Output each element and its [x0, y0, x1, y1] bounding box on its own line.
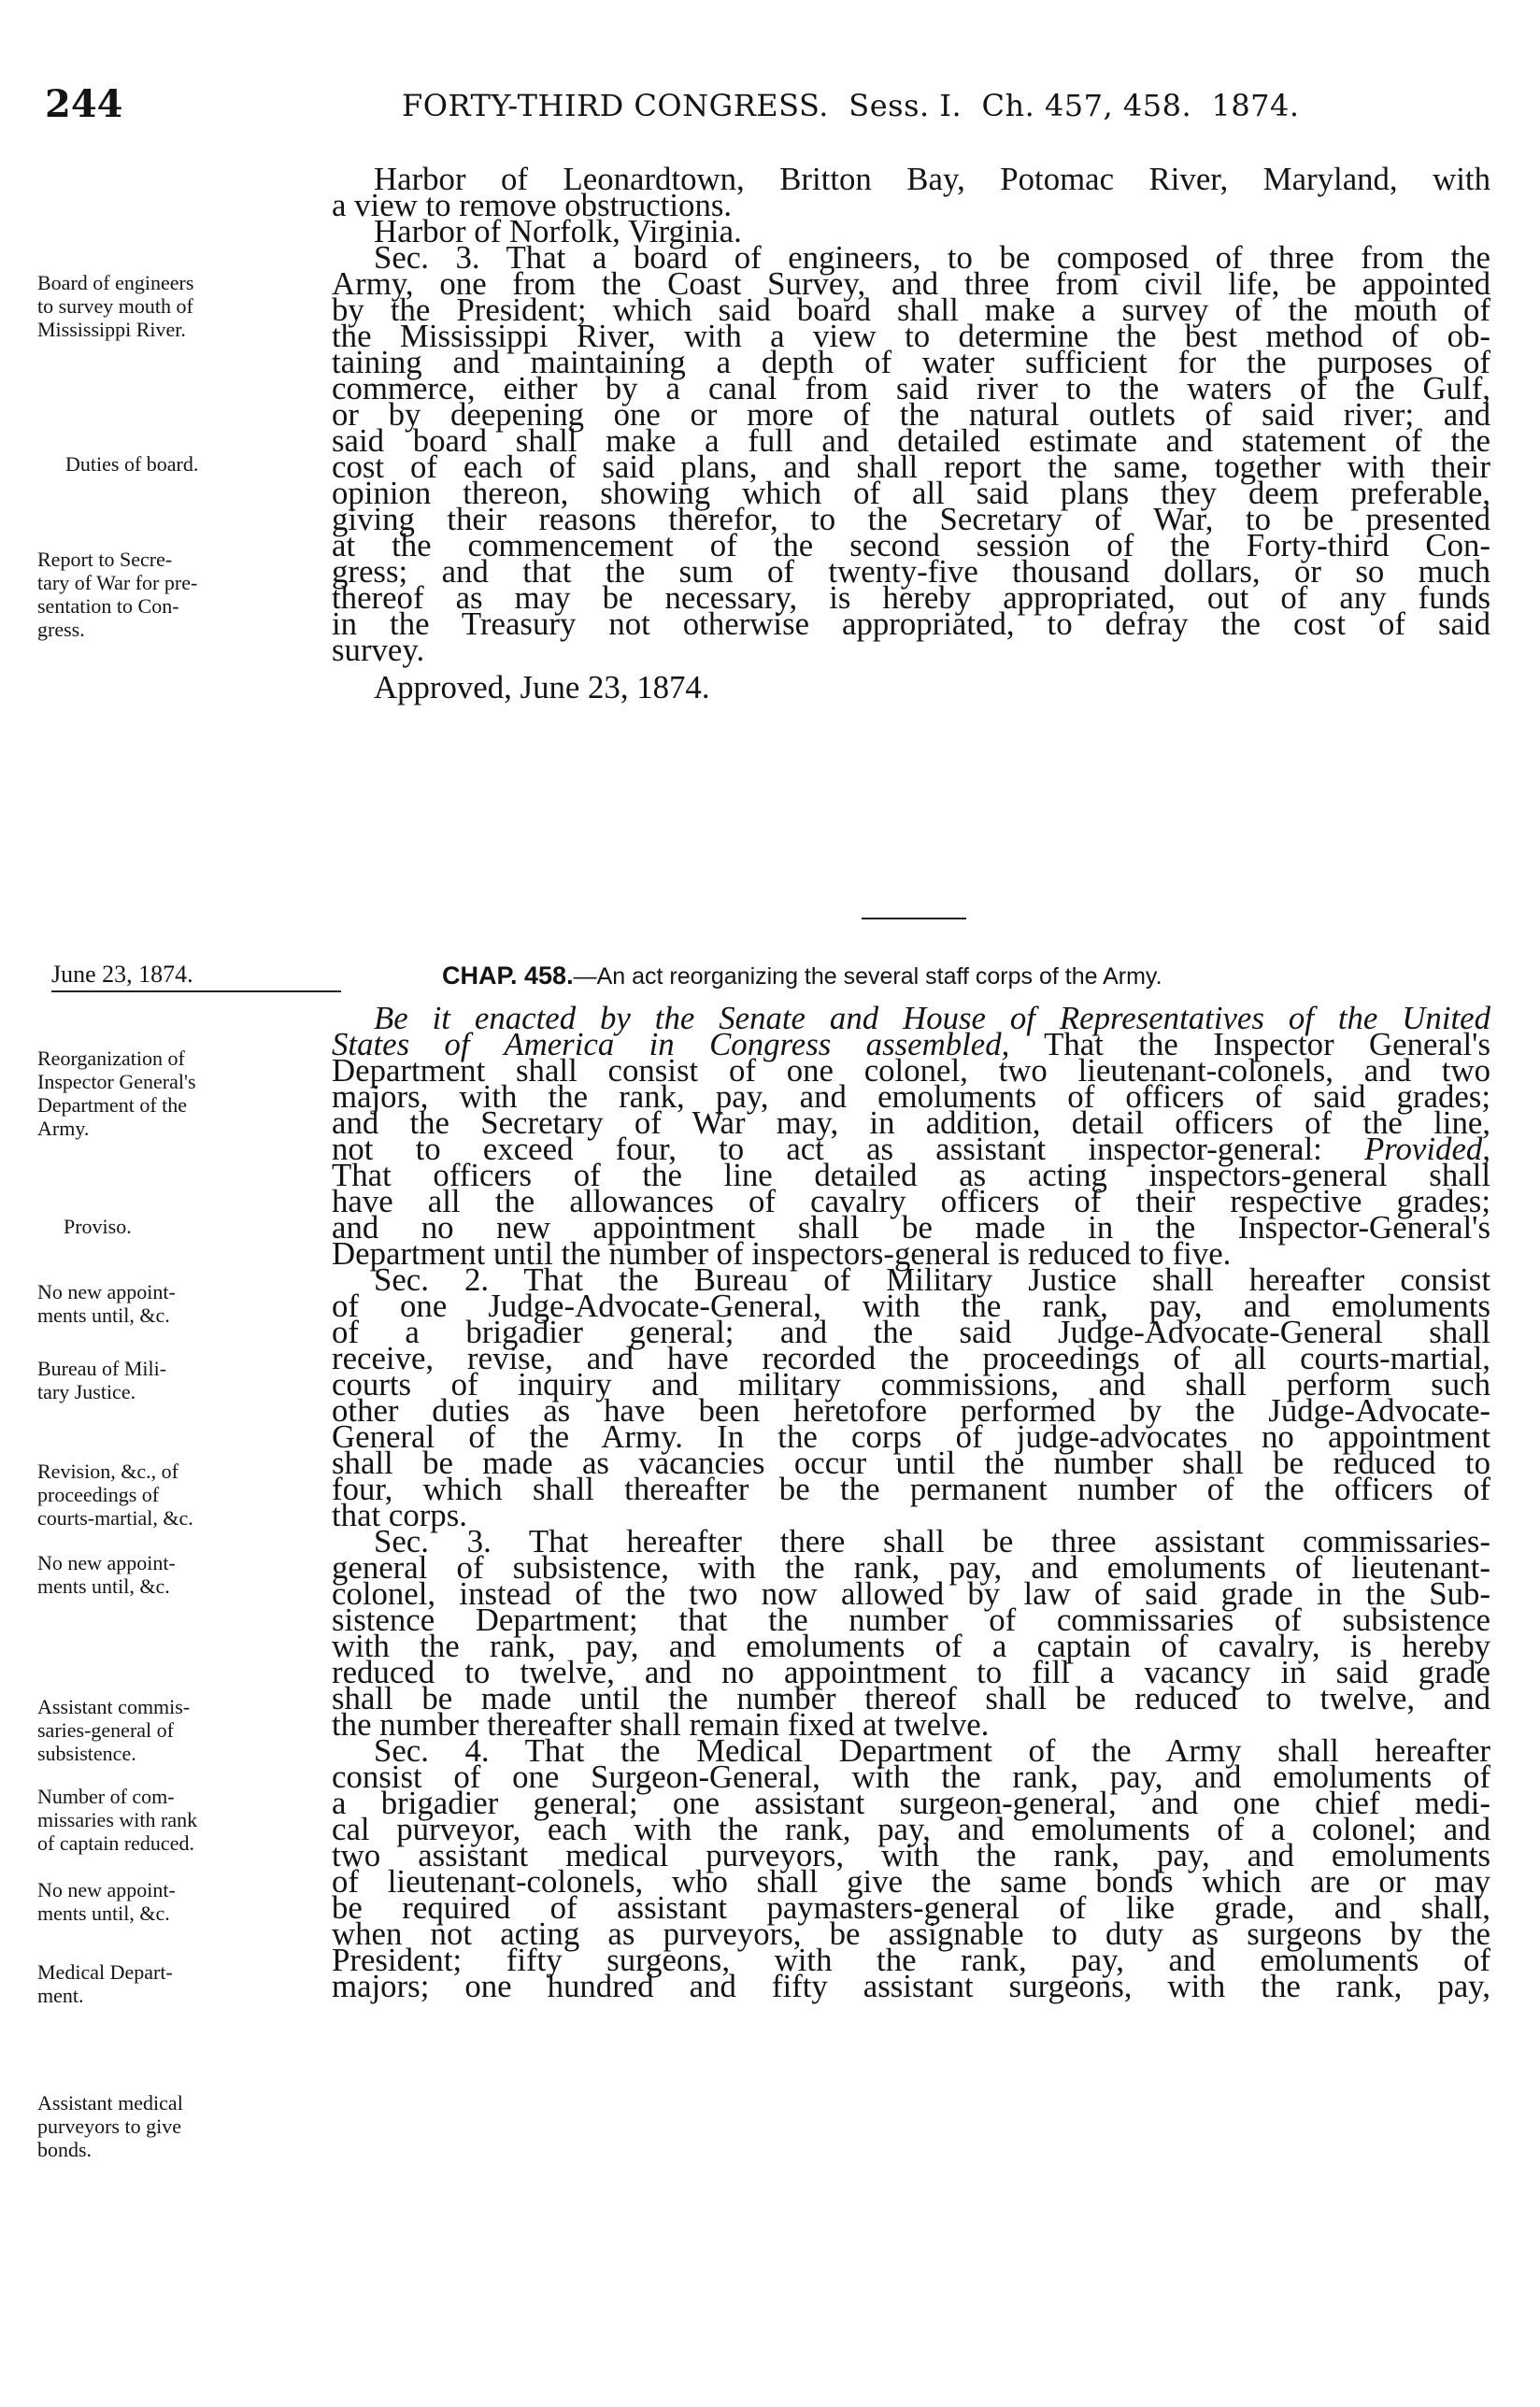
text-line: shall be made until the number thereof shall be reduced to twelve, and [332, 1680, 1490, 1716]
margin-note-line: ments until, &c. [37, 1303, 170, 1327]
text-line: other duties as have been heretofore performed by the Judge-Advocate- [332, 1392, 1490, 1429]
margin-note-line: Revision, &c., of [37, 1460, 178, 1483]
text-line: reduced to twelve, and no appointment to fill a vacancy in said grade [332, 1654, 1490, 1690]
text-line: when not acting as purveyors, be assignable to duty as surgeons by the [332, 1916, 1490, 1952]
text-line: the Mississippi River, with a view to determine the best method of ob- [332, 318, 1490, 354]
text-line: cal purveyor, each with the rank, pay, and emoluments of a colonel; and [332, 1811, 1490, 1847]
margin-note-line: missaries with rank [37, 1808, 198, 1831]
margin-note-duties-of-board [65, 452, 369, 476]
margin-note-line: tary of War for pre- [37, 571, 198, 594]
text-line: of lieutenant-colonels, who shall give the same bonds which are or may [332, 1863, 1490, 1900]
text-line: General of the Army. In the corps of judge-advocates no appointment [332, 1418, 1490, 1455]
margin-note-line: Board of engineers [37, 271, 194, 294]
text-line: a view to remove obstructions. [332, 187, 733, 223]
text-line: be required of assistant paymasters-general of like grade, and shall, [332, 1889, 1490, 1926]
session-label: Sess. I. [848, 88, 962, 123]
margin-note-line: subsistence. [37, 1742, 136, 1765]
text-line: Sec. 2. That the Bureau of Military Justice shall hereafter consist [374, 1261, 1490, 1298]
text-line: a brigadier general; one assistant surgeon-general, and one chief medi- [332, 1785, 1490, 1821]
margin-note-line: saries-general of [37, 1718, 174, 1742]
margin-note-line: ment. [37, 1984, 84, 2007]
text-line: Harbor of Leonardtown, Britton Bay, Potomac River, Maryland, with [374, 161, 1490, 197]
text-line: gress; and that the sum of twenty-five thousand dollars, or so much [332, 553, 1490, 590]
margin-note-line: Number of com- [37, 1785, 175, 1808]
margin-note-line: proceedings of [37, 1483, 160, 1506]
margin-note-line: Assistant commis- [37, 1695, 191, 1718]
margin-note-line: ments until, &c. [37, 1901, 170, 1925]
text-line: Sec. 3. That a board of engineers, to be composed of three from the [374, 239, 1490, 276]
text-line: Army, one from the Coast Survey, and three from civil life, be appointed [332, 265, 1490, 302]
text-line: That officers of the line detailed as acting inspectors-general shall [332, 1157, 1490, 1193]
margin-note-line: Bureau of Mili- [37, 1357, 167, 1380]
text-line: four, which shall thereafter be the permanent number of the officers of [332, 1471, 1490, 1507]
enacting-italic: States of America in Congress assembled, [332, 1026, 1010, 1062]
margin-note-line: sentation to Con- [37, 594, 179, 618]
text-line: two assistant medical purveyors, with the rank, pay, and emoluments [332, 1837, 1490, 1873]
text-line: general of subsistence, with the rank, pay, and emoluments of lieutenant- [332, 1549, 1490, 1586]
text-line: survey. [332, 632, 425, 668]
margin-note-no-new-appointments [37, 1551, 341, 1598]
text-line: or by deepening one or more of the natural outlets of said river; and [332, 396, 1490, 433]
text-line: consist of one Surgeon-General, with the rank, pay, and emoluments of [332, 1759, 1490, 1795]
margin-note-proviso [64, 1215, 367, 1238]
text-line: with the rank, pay, and emoluments of a captain of cavalry, is hereby [332, 1628, 1490, 1664]
text-line: opinion thereon, showing which of all said plans they deem preferable, [332, 475, 1490, 511]
margin-note-line: No new appoint- [37, 1551, 176, 1574]
margin-note-reorganization [37, 1047, 341, 1140]
text-line: at the commencement of the second session of the Forty-third Con- [332, 527, 1490, 563]
margin-note-line: of captain reduced. [37, 1831, 194, 1855]
text-line: said board shall make a full and detailed estimate and statement of the [332, 422, 1490, 459]
text-line: that corps. [332, 1497, 467, 1533]
margin-note-bureau-military-justice [37, 1357, 341, 1403]
text-line: and the Secretary of War may, in addition, detail officers of the line, [332, 1104, 1490, 1141]
text-line: receive, revise, and have recorded the proceedings of all courts-martial, [332, 1340, 1490, 1376]
text-line: and no new appointment shall be made in the Inspector-General's [332, 1209, 1490, 1246]
margin-note-line: ments until, &c. [37, 1574, 170, 1598]
enacting-text: That the Inspector General's [1009, 1026, 1490, 1062]
margin-note-line: tary Justice. [37, 1380, 136, 1403]
text-line: giving their reasons therefor, to the Secretary of War, to be presented [332, 501, 1490, 537]
margin-note-line: Mississippi River. [37, 318, 186, 341]
margin-note-line: Assistant medical [37, 2091, 183, 2115]
proviso-italic: Provided, [1364, 1131, 1490, 1167]
margin-note-line: Medical Depart- [37, 1960, 173, 1984]
margin-note-commissaries-reduced [37, 1785, 341, 1855]
text-line: colonel, instead of the two now allowed by law of said grade in the Sub- [332, 1575, 1490, 1612]
chapter-label: Ch. 457, 458. [981, 88, 1192, 123]
text-line: shall be made as vacancies occur until the number shall be reduced to [332, 1445, 1490, 1481]
congress-title: FORTY-THIRD CONGRESS. [402, 88, 829, 123]
margin-note-line: Army. [37, 1117, 90, 1140]
text-run: not to exceed four, to act as assistant inspector-general: [332, 1131, 1322, 1167]
margin-note-assistant-commissaries [37, 1695, 341, 1765]
margin-note-line: No new appoint- [37, 1280, 176, 1303]
margin-note-revision-proceedings [37, 1460, 341, 1530]
margin-note-line: No new appoint- [37, 1878, 176, 1901]
text-line: taining and maintaining a depth of water sufficient for the purposes of [332, 344, 1490, 380]
margin-note-line: to survey mouth of [37, 294, 193, 318]
page-number: 244 [45, 82, 123, 126]
chapter-number: CHAP. 458. [442, 961, 574, 990]
margin-note-line: Department of the [37, 1093, 188, 1117]
margin-note-line: courts-martial, &c. [37, 1506, 193, 1530]
text-line: thereof as may be necessary, is hereby appropriated, out of any funds [332, 579, 1490, 616]
chapter-heading [442, 959, 1395, 993]
text-line: the number thereafter shall remain fixed at twelve. [332, 1706, 990, 1743]
margin-note-line: gress. [37, 618, 85, 641]
margin-note-no-new-appointments [37, 1280, 341, 1327]
chapter-title: —An act reorganizing the several staff corps of the Army. [573, 963, 1162, 990]
margin-note-medical-department [37, 1960, 341, 2007]
text-line: sistence Department; that the number of commissaries of subsistence [332, 1602, 1490, 1638]
text-line: majors, with the rank, pay, and emoluments of officers of said grades; [332, 1078, 1490, 1115]
section-divider [862, 918, 966, 919]
year-label: 1874. [1211, 88, 1300, 123]
text-line: cost of each of said plans, and shall report the same, together with their [332, 449, 1490, 485]
margin-note-line: bonds. [37, 2138, 93, 2161]
approval-line: Approved, June 23, 1874. [374, 669, 710, 705]
text-line: in the Treasury not otherwise appropriated, to defray the cost of said [332, 605, 1490, 642]
text-line: Sec. 3. That hereafter there shall be three assistant commissaries- [374, 1523, 1490, 1560]
margin-note-no-new-appointments [37, 1878, 341, 1925]
text-line: of a brigadier general; and the said Judge-Advocate-General shall [332, 1314, 1490, 1350]
margin-note-report-to-secretary [37, 548, 341, 641]
text-line: Harbor of Norfolk, Virginia. [374, 213, 742, 249]
chapter-date: June 23, 1874. [51, 959, 341, 992]
margin-note-line: purveyors to give [37, 2115, 181, 2138]
enacting-italic: Be it enacted by the Senate and House of Representatives of the United [374, 1000, 1490, 1036]
text-line: Sec. 4. That the Medical Department of the Army shall hereafter [374, 1732, 1490, 1769]
text-line: Department until the number of inspectors-general is reduced to five. [332, 1235, 1232, 1272]
running-head [402, 88, 1300, 123]
text-line: of one Judge-Advocate-General, with the rank, pay, and emoluments [332, 1288, 1490, 1324]
text-line: courts of inquiry and military commissions, and shall perform such [332, 1366, 1490, 1403]
margin-note-line: Inspector General's [37, 1070, 196, 1093]
page-header [0, 82, 1540, 138]
margin-note-line: Proviso. [64, 1215, 132, 1238]
text-line: commerce, either by a canal from said river to the waters of the Gulf, [332, 370, 1490, 406]
margin-note-board-of-engineers [37, 271, 341, 341]
text-line: by the President; which said board shall make a survey of the mouth of [332, 292, 1490, 328]
text-line: Department shall consist of one colonel, two lieutenant-colonels, and two [332, 1052, 1490, 1089]
margin-note-line: Report to Secre- [37, 548, 173, 571]
text-line: have all the allowances of cavalry officers of their respective grades; [332, 1183, 1490, 1219]
text-line: majors; one hundred and fifty assistant surgeons, with the rank, pay, [332, 1968, 1490, 2004]
margin-note-line: Reorganization of [37, 1047, 185, 1070]
margin-note-line: Duties of board. [65, 452, 199, 476]
text-line: President; fifty surgeons, with the rank, pay, and emoluments of [332, 1942, 1490, 1978]
margin-note-assistant-medical-purveyors [37, 2091, 341, 2161]
